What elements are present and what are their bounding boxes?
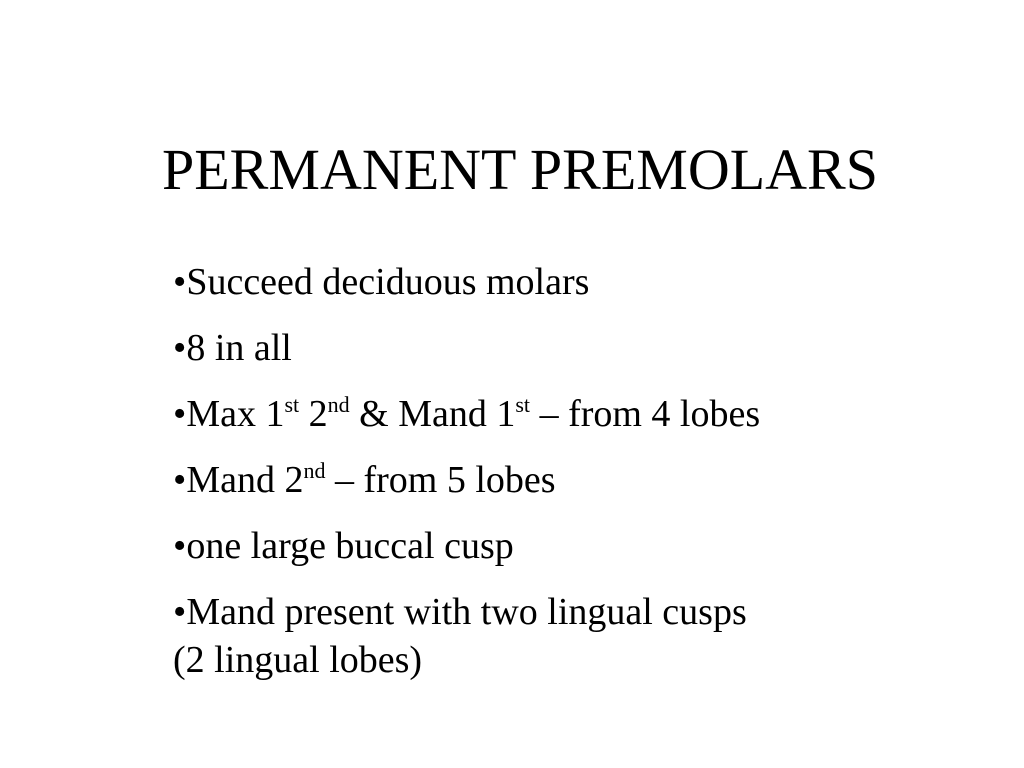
bullet-list: [173, 258, 993, 684]
slide-title: PERMANENT PREMOLARS: [162, 137, 878, 202]
bullet-text-part: – from 4 lobes: [530, 393, 761, 435]
bullet-item: [173, 258, 993, 306]
bullet-text: 8 in all: [186, 327, 292, 369]
bullet-text-line2: (2 lingual lobes): [173, 639, 423, 681]
bullet-text-part: Max 1: [186, 393, 285, 435]
bullet-text-line1: Mand present with two lingual cusps: [186, 591, 747, 633]
ordinal-suffix: nd: [303, 458, 326, 483]
bullet-marker: •: [173, 459, 187, 501]
bullet-item: [173, 456, 993, 504]
bullet-text-part: – from 5 lobes: [325, 459, 556, 501]
bullet-text: one large buccal cusp: [186, 525, 514, 567]
bullet-text-part: 2: [299, 393, 328, 435]
bullet-marker: •: [173, 327, 187, 369]
bullet-text-part: & Mand 1: [349, 393, 516, 435]
bullet-marker: •: [173, 525, 187, 567]
bullet-item: [173, 522, 993, 570]
bullet-text: Succeed deciduous molars: [186, 261, 590, 303]
ordinal-suffix: nd: [327, 392, 350, 417]
bullet-marker: •: [173, 393, 187, 435]
ordinal-suffix: st: [284, 392, 300, 417]
bullet-item: [173, 390, 993, 438]
bullet-text-part: Mand 2: [186, 459, 304, 501]
bullet-item: [173, 324, 993, 372]
ordinal-suffix: st: [515, 392, 531, 417]
bullet-marker: •: [173, 591, 187, 633]
bullet-item: [173, 588, 993, 684]
bullet-marker: •: [173, 261, 187, 303]
